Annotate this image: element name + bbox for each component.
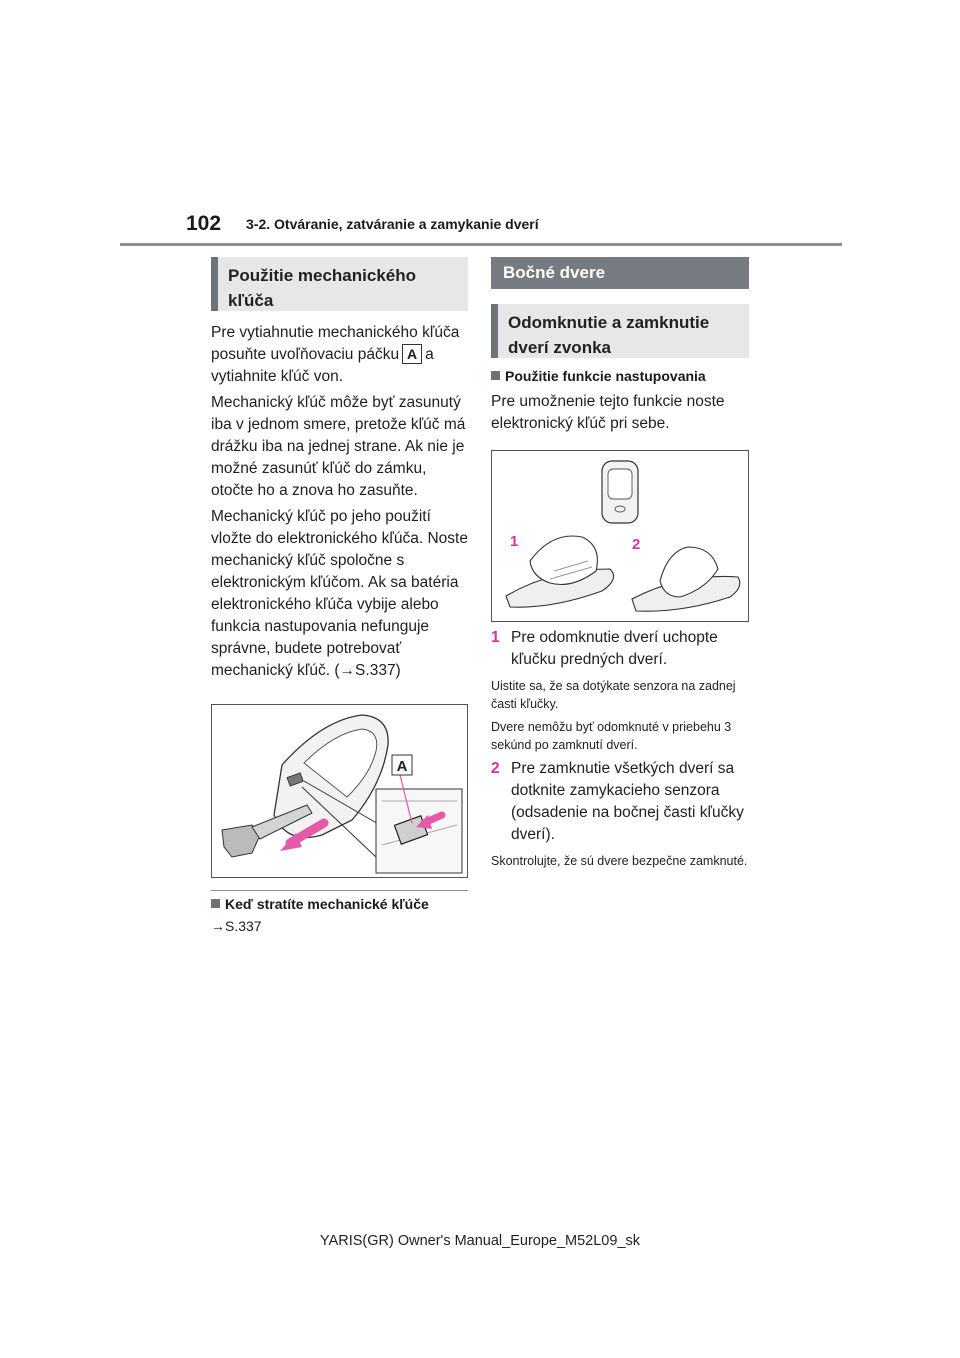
label-a-inline: A (402, 344, 422, 364)
bullet-entry-function (491, 368, 749, 384)
left-text-block (211, 322, 469, 686)
entry-intro: Pre umožnenie tejto funkcie noste elektronický kľúč pri sebe. (491, 393, 725, 432)
bullet-lost-keys (211, 896, 469, 912)
key-illustration (212, 705, 467, 877)
para-release-lever (211, 322, 469, 388)
section-title-unlock-lock (491, 304, 749, 358)
figure-label-1: 1 (510, 533, 519, 550)
para1-post: a vytiahnite kľúč von. (211, 346, 434, 385)
footer-manual-id: YARIS(GR) Owner's Manual_Europe_M52L09_sk (319, 1233, 641, 1249)
para1-pre: Pre vytiahnutie mechanického kľúča posuňte uvoľňovaciu páčku (211, 324, 460, 363)
door-handle-illustration (492, 451, 748, 621)
square-bullet-icon (491, 371, 500, 380)
figure-mechanical-key (211, 704, 468, 878)
step-1-text: Pre odomknutie dverí uchopte kľučku predných dverí. (511, 629, 718, 668)
para-return-key: Mechanický kľúč po jeho použití vložte do elektronického kľúča. Noste mechanický kľúč spoločne s elektronickým kľúčom. Ak sa batéria elektronického kľúča vybije alebo funkcia nastupovania nefunguje správne, budete potrebovať mechanický kľúč. (→S.337) (211, 508, 468, 679)
figure-door-handle (491, 450, 749, 622)
note-2: Skontrolujte, že sú dvere bezpečne zamknuté. (491, 854, 748, 868)
note-1b: Dvere nemôžu byť odomknuté v priebehu 3 sekúnd po zamknutí dverí. (491, 720, 732, 752)
bar-side-doors-text: Bočné dvere (503, 263, 606, 282)
section-title-mechanical-key (211, 257, 468, 311)
step-2-number: 2 (491, 760, 500, 777)
note-1a: Uistite sa, že sa dotýkate senzora na zadnej časti kľučky. (491, 679, 736, 711)
section-title-unlock-lock-text: Odomknutie a zamknutie dverí zvonka (508, 313, 710, 357)
step-2 (491, 758, 749, 846)
para-insertion: Mechanický kľúč môže byť zasunutý iba v jednom smere, pretože kľúč má drážku iba na jednej strane. Ak nie je možné zasunúť kľúč do zámku, otočte ho a znova ho zasuňte. (211, 394, 466, 499)
figure-label-2: 2 (632, 536, 641, 553)
step-1-number: 1 (491, 629, 500, 646)
bullet-entry-function-title: Použitie funkcie nastupovania (505, 368, 706, 384)
bullet-lost-keys-title: Keď stratíte mechanické kľúče (225, 896, 429, 912)
lost-keys-ref: →S.337 (211, 918, 262, 934)
header-divider (120, 243, 842, 246)
figure-label-a: A (396, 758, 408, 775)
section-title-text: Použitie mechanického kľúča (228, 266, 416, 310)
step-2-text: Pre zamknutie všetkých dverí sa dotknite zamykacieho senzora (odsadenie na bočnej časti kľučky dverí). (511, 760, 744, 843)
bar-side-doors (491, 257, 749, 289)
left-divider (211, 890, 468, 891)
square-bullet-icon (211, 899, 220, 908)
chapter-title: 3-2. Otváranie, zatváranie a zamykanie dverí (246, 216, 539, 232)
step-1 (491, 627, 749, 671)
page-number: 102 (186, 212, 222, 235)
